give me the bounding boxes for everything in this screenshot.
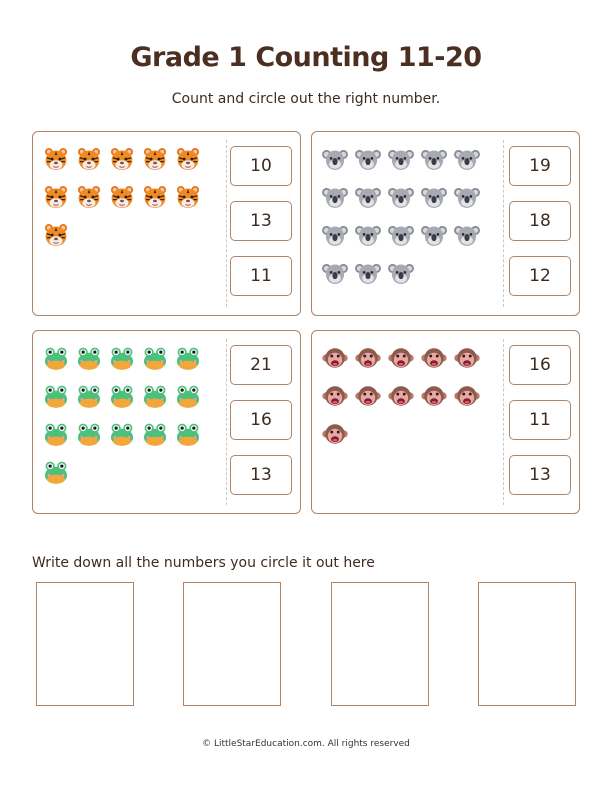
answer-box-1[interactable]	[36, 582, 134, 706]
animal-grid	[322, 146, 492, 286]
tiger-icon	[76, 184, 104, 210]
choice-list	[509, 345, 575, 510]
answer-box-3[interactable]	[331, 582, 429, 706]
monkey-icon	[322, 345, 350, 371]
dashed-divider	[503, 140, 504, 307]
koala-icon	[355, 260, 383, 286]
monkey-icon	[421, 345, 449, 371]
animal-grid	[322, 345, 492, 447]
koala-icon	[454, 146, 482, 172]
copyright-footer: © LittleStarEducation.com. All rights reserved	[202, 739, 410, 749]
koala-icon	[388, 222, 416, 248]
choice-list	[509, 146, 575, 311]
choice-option[interactable]: 12	[509, 256, 571, 296]
tiger-icon	[175, 184, 203, 210]
dashed-divider	[226, 140, 227, 307]
tiger-icon	[43, 222, 71, 248]
frog-icon	[175, 345, 203, 371]
koala-icon	[421, 222, 449, 248]
koala-icon	[355, 184, 383, 210]
dashed-divider	[226, 339, 227, 505]
koala-icon	[454, 184, 482, 210]
frog-icon	[109, 345, 137, 371]
monkey-icon	[388, 345, 416, 371]
koala-icon	[388, 184, 416, 210]
frog-icon	[43, 383, 71, 409]
tiger-icon	[142, 146, 170, 172]
frog-icon	[109, 383, 137, 409]
frog-icon	[142, 421, 170, 447]
tiger-icon	[109, 146, 137, 172]
choice-option[interactable]: 11	[509, 400, 571, 440]
koala-icon	[421, 146, 449, 172]
problem-card-monkeys	[311, 330, 580, 514]
problem-card-koalas	[311, 131, 580, 316]
instruction-text: Count and circle out the right number.	[171, 91, 441, 107]
tiger-icon	[109, 184, 137, 210]
choice-option[interactable]: 19	[509, 146, 571, 186]
monkey-icon	[388, 383, 416, 409]
frog-icon	[43, 459, 71, 485]
answer-box-4[interactable]	[478, 582, 576, 706]
animal-grid	[43, 345, 213, 485]
frog-icon	[43, 345, 71, 371]
dashed-divider	[503, 339, 504, 505]
tiger-icon	[43, 184, 71, 210]
koala-icon	[388, 260, 416, 286]
problem-card-tigers	[32, 131, 301, 316]
answer-box-2[interactable]	[183, 582, 281, 706]
koala-icon	[421, 184, 449, 210]
monkey-icon	[355, 383, 383, 409]
koala-icon	[388, 146, 416, 172]
koala-icon	[322, 146, 350, 172]
frog-icon	[76, 421, 104, 447]
frog-icon	[76, 345, 104, 371]
write-prompt: Write down all the numbers you circle it out here	[32, 555, 375, 571]
koala-icon	[454, 222, 482, 248]
choice-option[interactable]: 13	[230, 455, 292, 495]
tiger-icon	[142, 184, 170, 210]
choice-list	[230, 345, 296, 510]
koala-icon	[322, 184, 350, 210]
tiger-icon	[43, 146, 71, 172]
tiger-icon	[76, 146, 104, 172]
choice-option[interactable]: 16	[509, 345, 571, 385]
koala-icon	[322, 260, 350, 286]
frog-icon	[175, 421, 203, 447]
monkey-icon	[421, 383, 449, 409]
choice-option[interactable]: 13	[509, 455, 571, 495]
monkey-icon	[322, 421, 350, 447]
monkey-icon	[355, 345, 383, 371]
tiger-icon	[175, 146, 203, 172]
koala-icon	[355, 146, 383, 172]
frog-icon	[142, 383, 170, 409]
choice-option[interactable]: 11	[230, 256, 292, 296]
monkey-icon	[454, 345, 482, 371]
frog-icon	[175, 383, 203, 409]
page-title: Grade 1 Counting 11-20	[130, 42, 482, 73]
monkey-icon	[454, 383, 482, 409]
choice-option[interactable]: 21	[230, 345, 292, 385]
choice-option[interactable]: 10	[230, 146, 292, 186]
choice-option[interactable]: 18	[509, 201, 571, 241]
animal-grid	[43, 146, 213, 248]
monkey-icon	[322, 383, 350, 409]
choice-list	[230, 146, 296, 311]
koala-icon	[355, 222, 383, 248]
koala-icon	[322, 222, 350, 248]
problem-card-frogs	[32, 330, 301, 514]
frog-icon	[43, 421, 71, 447]
choice-option[interactable]: 13	[230, 201, 292, 241]
frog-icon	[76, 383, 104, 409]
choice-option[interactable]: 16	[230, 400, 292, 440]
frog-icon	[142, 345, 170, 371]
frog-icon	[109, 421, 137, 447]
